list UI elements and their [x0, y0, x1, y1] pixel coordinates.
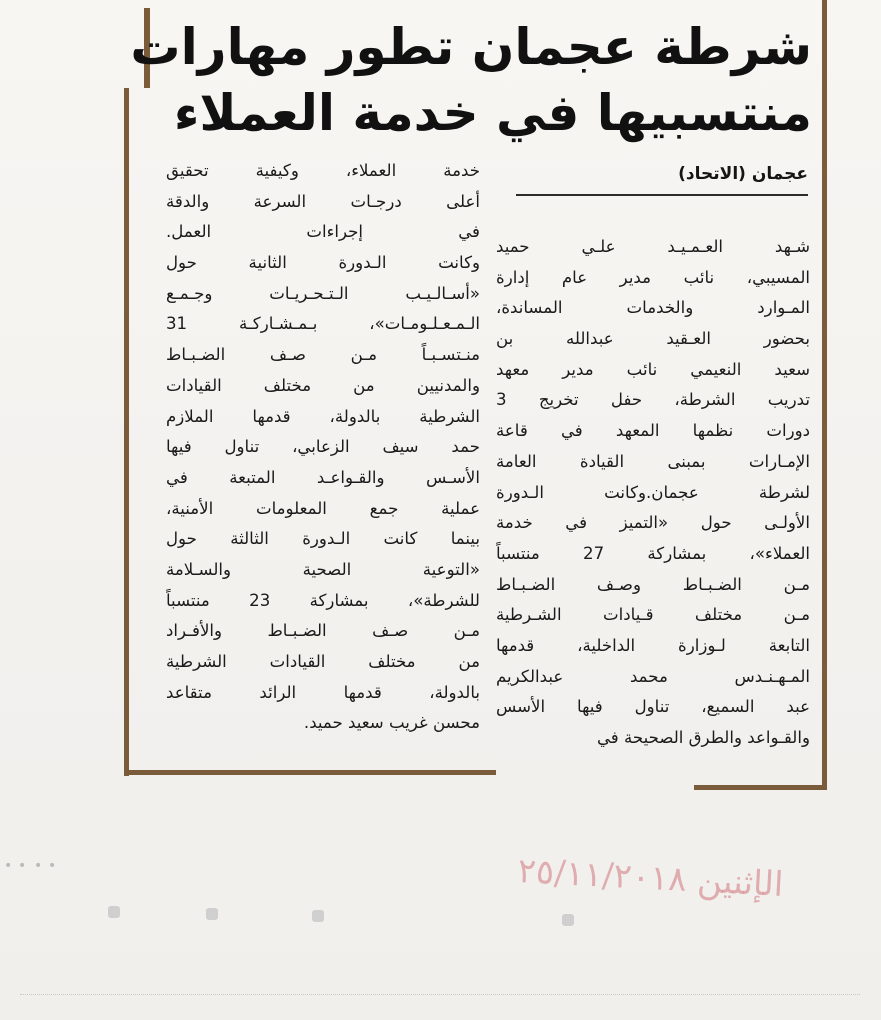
frame-border-bottom-left — [124, 770, 496, 775]
article-text-line: دورات نظمها المعهد في قاعة — [496, 421, 810, 441]
article-text-line: منـتسـبـاً مـن صـف الضـبـاط — [166, 345, 480, 365]
article-text-line: حمد سيف الزعابي، تناول فيها — [166, 437, 480, 457]
article-text-line: مـن مختلف قـيادات الشـرطية — [496, 605, 810, 625]
margin-dot: • — [34, 858, 43, 874]
article-text-line: بحضور العـقيد عبدالله بن — [496, 329, 810, 349]
article-text-line: العملاء»، بمشاركة 27 منتسباً — [496, 543, 810, 563]
article-text-line: وكانت الـدورة الثانية حول — [166, 253, 480, 273]
article-text-line: خدمة العملاء، وكيفية تحقيق — [166, 161, 480, 180]
article-text-line: الأسـس والقـواعـد المتبعة في — [166, 467, 480, 487]
article-byline: عجمان (الاتحاد) — [678, 164, 808, 184]
article-text-line: التابعة لـوزارة الداخلية، قدمها — [496, 635, 810, 655]
frame-border-bottom-right — [694, 785, 827, 790]
article-text-line: مـن صـف الضـبـاط والأفـراد — [166, 621, 480, 641]
article-text-line: الـمـعـلـومـات»، بـمـشـاركـة 31 — [166, 314, 480, 334]
headline-line-1: شرطة عجمان تطور مهارات — [130, 18, 812, 76]
staple-mark — [562, 914, 574, 926]
article-text-line: لشرطة عجمان.وكانت الـدورة — [496, 482, 810, 502]
article-text-line: شـهد العـمـيـد علـي حميد — [496, 237, 810, 256]
article-column-left — [166, 156, 480, 739]
article-text-line: تدريب الشرطة، حفل تخريج 3 — [496, 390, 810, 410]
article-text-line: الأولـى حول «التميز في خدمة — [496, 513, 810, 533]
article-text-line: الإمـارات بمبنى القيادة العامة — [496, 451, 810, 471]
byline-underline — [516, 194, 808, 196]
article-text-line: من مختلف القيادات الشرطية — [166, 652, 480, 671]
page-edge-line — [20, 994, 860, 996]
article-text-line: عملية جمع المعلومات الأمنية، — [166, 498, 480, 518]
frame-border-right — [822, 0, 827, 790]
article-text-line: بالدولة، قدمها الرائد متقاعد — [166, 682, 480, 702]
article-text-line: أعلى درجـات السرعة والدقة — [166, 191, 480, 211]
article-text-line: المـوارد والخدمات المساندة، — [496, 298, 810, 318]
margin-dot: • — [18, 858, 27, 874]
article-headline — [130, 14, 812, 146]
article-text-line: الشرطية بالدولة، قدمها الملازم — [166, 406, 480, 426]
article-text-line: «أسـالـيـب الـتـحـريـات وجـمـع — [166, 283, 480, 303]
article-text-line: مـن الضـبـاط وصـف الضـبـاط — [496, 574, 810, 594]
article-text-line: عبد السميع، تناول فيها الأسس — [496, 697, 810, 717]
article-text-line: بينما كانت الـدورة الثالثة حول — [166, 529, 480, 549]
headline-line-2: منتسبيها في خدمة العملاء — [173, 84, 812, 142]
frame-border-left — [124, 88, 129, 776]
article-text-line: في إجراءات العمل. — [166, 222, 480, 242]
article-text-line: «التوعية الصحية والسـلامة — [166, 559, 480, 579]
article-text-line: المـهـنـدس محمد عبدالكريم — [496, 666, 810, 686]
article-text-line: والمدنيين من مختلف القيادات — [166, 375, 480, 395]
handwritten-date-annotation: الإثنين ٢٥/١١/٢٠١٨ — [516, 851, 785, 905]
article-text-line: والقـواعد والطرق الصحيحة في — [596, 728, 810, 747]
margin-dot: • — [4, 858, 13, 874]
article-text-line: سعيد النعيمي نائب مدير معهد — [496, 359, 810, 379]
article-text-line: للشرطة»، بمشاركة 23 منتسباً — [166, 590, 480, 610]
staple-mark — [108, 906, 120, 918]
article-text-line: المسيبي، نائب مدير عام إدارة — [496, 267, 810, 287]
article-column-right — [496, 232, 810, 754]
article-text-line: محسن غريب سعيد حميد. — [303, 713, 480, 733]
margin-dot: • — [48, 858, 57, 874]
staple-mark — [312, 910, 324, 922]
staple-mark — [206, 908, 218, 920]
